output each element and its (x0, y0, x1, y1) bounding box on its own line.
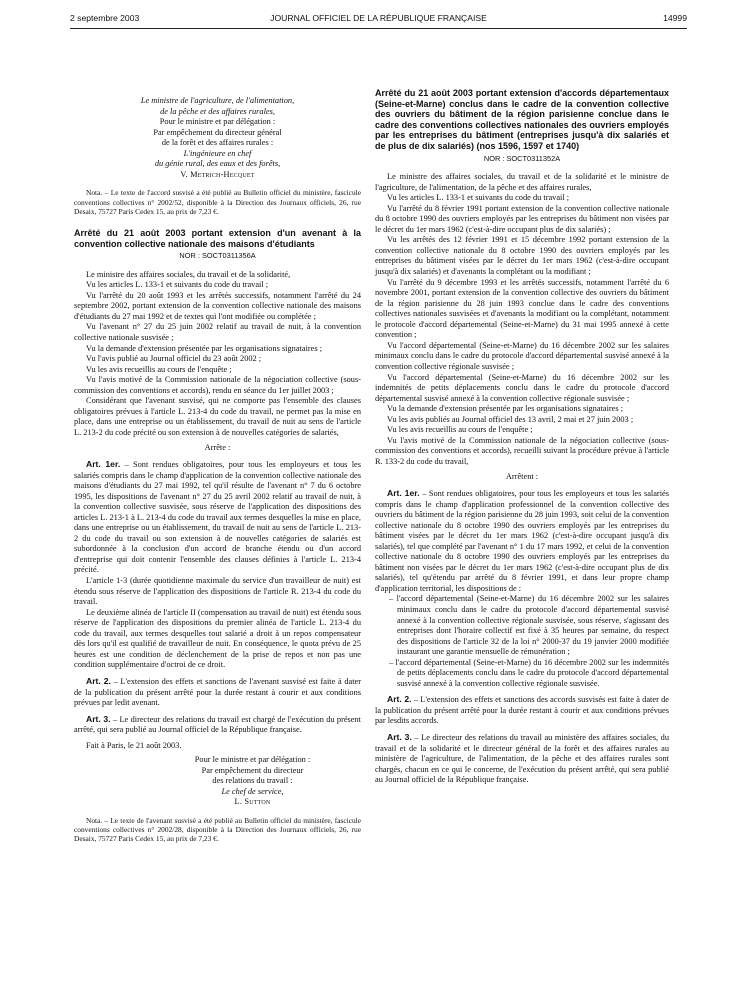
nor-reference: NOR : SOCT0311352A (483, 153, 561, 163)
preamble-paragraph: Vu l'accord départemental (Seine-et-Marne) du 16 décembre 2002 sur les indemnités de petits déplacements conclu dans le cadre du protocole d'accord départemental susvisé annexé à la convention collective régionale susvisée ; (375, 372, 669, 403)
preamble-paragraph: Vu les avis publiés au Journal officiel des 13 avril, 2 mai et 27 juin 2003 ; (387, 414, 634, 424)
preamble-paragraph: Vu les avis recueillis au cours de l'enquête ; (387, 425, 533, 435)
signature-line: des relations du travail : (212, 776, 293, 786)
signature-line: Par empêchement du directeur (201, 765, 304, 775)
header-journal-title: JOURNAL OFFICIEL DE LA RÉPUBLIQUE FRANÇAISE (270, 13, 487, 23)
preamble-paragraph: Le ministre des affaires sociales, du travail et de la solidarité, (86, 269, 291, 279)
article-2: Art. 2. – L'extension des effets et sanctions de l'avenant susvisé est faite à dater de la publication du présent arrêté pour la durée restant à courir et aux conditions prévues par ledit avenant. (74, 675, 361, 708)
publication-note: Nota. – Le texte de l'accord susvisé a été publié au Bulletin officiel du ministère, fascicule conventions collectives n° 2002/52, disponible à la Direction des Journaux officiels, 26, rue Desaix, 75727 Paris Cedex 15, au prix de 7,23 €. (74, 188, 361, 216)
article-paragraph: L'article 1-3 (durée quotidienne maximale du service d'un travailleur de nuit) est étendu sous réserve de l'application des dispositions de l'article R. 213-4 du code du travail. (74, 576, 361, 607)
arretent-heading: Arrêtent : (505, 472, 539, 482)
article-label: Art. 2. (387, 694, 412, 705)
header-date: 2 septembre 2003 (70, 13, 140, 23)
article-1: Art. 1er. – Sont rendues obligatoires, pour tous les employeurs et tous les salariés compris dans le champ d'application professionnel de la convention collective des ouvriers du bâtiment de la région parisienne du 28 juin 1993, soit celui de la convention collective nationale du 8 octobre 1990 des ouvriers employés par les entreprises du bâtiment visées par le décret du 1er mars 1962 (c'est-à-dire occupant jusqu'à dix salariés), tel que complété par l'avenant n° 1 du 17 mars 1992, et celui de la convention collective nationale du 8 octobre 1990 des ouvriers employés par les entreprises du bâtiment non visées par le décret du 1er mars 1962 (c'est-à-dire occupant plus de dix salariés), tel qu'étendu par arrêté du 8 février 1991, et dans leur propre champ d'application territorial, les dispositions de : (375, 487, 669, 593)
article-3: Art. 3. – Le directeur des relations du travail au ministère des affaires sociales, du travail et de la solidarité et le directeur général de la forêt et des affaires rurales au ministère de l'agriculture, de l'alimentation, de la pêche et des affaires rurales sont chargés, chacun en ce qui le concerne, de l'exécution du présent arrêté, qui sera publié au Journal officiel de la République française. (375, 732, 670, 785)
article-label: Art. 1er. (387, 487, 420, 498)
signature-block-1 (74, 96, 361, 180)
preamble-paragraph: Vu l'arrêté du 9 décembre 1993 et les arrêtés successifs, notamment l'arrêté du 6 novembre 2001, portant extension de la convention collective des ouvriers du bâtiment de la région parisienne du 28 juin 1993 conclue dans le cadre des conventions collectives nationales susvisées et d'avenants la modifiant ou la complétant, notamment le protocole d'accord départemental (Seine-et-Marne) du 31 mai 1995 annexé à cette convention ; (375, 277, 669, 340)
signature-line: de la forêt et des affaires rurales : (161, 138, 274, 148)
right-column (375, 88, 669, 786)
preamble-paragraph: Vu l'avenant n° 27 du 25 juin 2002 relatif au travail de nuit, à la convention collective nationale susvisée ; (74, 322, 361, 342)
article-2: Art. 2. – L'extension des effets et sanctions des accords susvisés est faite à dater de la publication du présent arrêté pour la durée restant à courir et aux conditions prévues par lesdits accords. (375, 694, 669, 726)
preamble-paragraph: Vu l'avis motivé de la Commission nationale de la négociation collective (sous-commission des conventions et accords), recueilli suivant la procédure prévue à l'article R. 133-2 du code du travail, (375, 435, 669, 466)
page-header (70, 13, 687, 27)
article-3: Art. 3. – Le directeur des relations du travail est chargé de l'exécution du présent arrêté, qui sera publié au Journal officiel de la République française. (74, 713, 361, 735)
signature-line: Le ministre de l'agriculture, de l'alimentation, (140, 96, 295, 105)
decree-title: Arrêté du 21 août 2003 portant extension d'un avenant à la convention collective nationale des maisons d'étudiants (74, 227, 361, 249)
preamble-paragraph: Vu l'avis motivé de la Commission nationale de la négociation collective (sous-commission des conventions et accords), rendu en séance du 1er juillet 2003 ; (74, 375, 361, 395)
preamble-paragraph: Vu la demande d'extension présentée par les organisations signataires ; (86, 343, 323, 353)
signature-line: Pour le ministre et par délégation : (159, 117, 276, 127)
preamble-paragraph: Vu l'avis publié au Journal officiel du 23 août 2002 ; (86, 354, 262, 364)
signature-block-2 (74, 755, 361, 808)
signature-line: L'ingénieure en chef (183, 148, 252, 158)
arrete-heading: Arrête : (204, 443, 231, 453)
signatory-name: V. Metrich-Hecquet (180, 169, 255, 179)
header-page-number: 14999 (663, 13, 687, 23)
decree-title: Arrêté du 21 août 2003 portant extension d'accords départementaux (Seine-et-Marne) conclus dans le cadre de la convention collective des ouvriers du bâtiment de la région parisienne conclue dans le cadre des conventions collectives nationales des ouvriers employés par les entreprises du bâtiment (entreprises jusqu'à dix salariés et de plus de dix salariés) (nos 1596, 1597 et 1740) (375, 88, 669, 151)
article-1: Art. 1er. – Sont rendues obligatoires, pour tous les employeurs et tous les salariés compris dans le champ d'application de la convention collective nationale des maisons d'étudiants du 27 mai 1992, tel qu'il résulte de l'avenant n° 7 du 6 octobre 1995, les dispositions de l'avenant n° 27 du 25 avril 2002 relatif au travail de nuit, à la convention collective susvisée, sous réserve de l'application des dispositions des articles L. 213-1 à L. 213-4 du code du travail aux termes desquelles la mise en place, dans une entreprise ou un établissement, du travail de nuit au sens de l'article L. 213-2 du code du travail ou son extension à de nouvelles catégories de salariés est subordonnée à la conclusion d'un accord de branche étendu ou d'un accord d'entreprise qui doit contenir l'ensemble des clauses définies à l'article L. 213-4 précité. (74, 459, 361, 575)
preamble-paragraph: Vu l'arrêté du 8 février 1991 portant extension de la convention collective nationale du 8 octobre 1990 des ouvriers employés par les entreprises du bâtiment non visées par le décret du 1er mars 1962 (c'est-à-dire occupant plus de dix salariés) ; (375, 203, 669, 234)
article-label: Art. 1er. (86, 459, 121, 470)
publication-note: Nota. – Le texte de l'avenant susvisé a été publié au Bulletin officiel du ministère, fascicule conventions collectives n° 2002/28, disponible à la Direction des Journaux officiels, 26, rue Desaix, 75727 Paris Cedex 15, au prix de 7,23 €. (74, 815, 361, 844)
date-place: Fait à Paris, le 21 août 2003. (86, 740, 182, 750)
article-label: Art. 3. (387, 732, 412, 742)
preamble-paragraph: Considérant que l'avenant susvisé, qui ne comporte pas l'ensemble des clauses obligatoires prévues à l'article L. 213-4 du code du travail, ne permet pas la mise en place, dans une entreprise ou un établissement, du travail de nuit au sens de l'article L. 213-2 du code précité ou son extension à de nouvelles catégories de salariés, (74, 396, 361, 437)
nor-reference: NOR : SOCT0311356A (179, 251, 256, 261)
article-label: Art. 2. (86, 675, 111, 686)
header-rule (70, 28, 687, 29)
article-paragraph: Le deuxième alinéa de l'article II (compensation au travail de nuit) est étendu sous réserve de l'application des dispositions du premier alinéa de l'article L. 213-4 du code du travail, aux termes desquelles tout salarié a droit à un repos compensateur dès lors qu'il est qualifié de travailleur de nuit. En conséquence, le quota prévu de 25 heures est une condition de déclenchement de la prise de repos et non pas une condition supplémentaire d'octroi de ce droit. (74, 607, 361, 670)
preamble-paragraph: Vu les articles L. 133-1 et suivants du code du travail ; (387, 193, 570, 203)
preamble-paragraph: Vu l'accord départemental (Seine-et-Marne) du 16 décembre 2002 sur les salaires minimaux conclu dans le cadre du protocole d'accord départemental susvisé annexé à la convention collective régionale susvisée ; (375, 340, 669, 371)
preamble-paragraph: Vu les arrêtés des 12 février 1991 et 15 décembre 1992 portant extension de la convention collective nationale du 8 octobre 1990 des ouvriers employés par les entreprises du bâtiment visées par le décret du 1er mars 1962 (c'est-à-dire occupant jusqu'à dix salariés) et d'avenants la complétant ou la modifiant ; (375, 235, 669, 277)
list-item: – l'accord départemental (Seine-et-Marne) du 16 décembre 2002 sur les indemnités de petits déplacements conclu dans le cadre du protocole d'accord départemental susvisé annexé à la convention collective régionale susvisée. (389, 657, 669, 688)
preamble-paragraph: Vu la demande d'extension présentée par les organisations signataires ; (387, 404, 624, 414)
preamble-paragraph: Vu l'arrêté du 20 août 1993 et les arrêtés successifs, notamment l'arrêté du 24 septembre 2002, portant extension de la convention collective nationale des maisons d'étudiants du 27 mai 1992 et de textes qui l'ont modifiée ou complétée ; (74, 290, 361, 321)
signature-line: du génie rural, des eaux et des forêts, (154, 159, 281, 169)
article-label: Art. 3. (86, 713, 111, 724)
list-item: – l'accord départemental (Seine-et-Marne) du 16 décembre 2002 sur les salaires minimaux conclu dans le cadre du protocole d'accord départemental susvisé annexé à la convention collective régionale susvisée, sous réserve, s'agissant des entreprises dont l'horaire collectif est fixé à 35 heures par semaine, du respect des dispositions de l'article 32 de la loi n° 2000-37 du 19 janvier 2000 modifiée instaurant une garantie mensuelle de rémunération ; (389, 594, 669, 657)
preamble-paragraph: Vu les articles L. 133-1 et suivants du code du travail ; (86, 280, 269, 290)
left-column (74, 96, 361, 844)
signature-line: de la pêche et des affaires rurales, (160, 106, 275, 116)
signature-line: Le chef de service, (221, 786, 284, 796)
signatory-name: L. Sutton (234, 797, 271, 807)
preamble-paragraph: Vu les avis recueillis au cours de l'enquête ; (86, 364, 232, 374)
preamble-paragraph: Le ministre des affaires sociales, du travail et de la solidarité et le ministre de l'agriculture, de l'alimentation, de la pêche et des affaires rurales, (375, 172, 669, 192)
signature-line: Pour le ministre et par délégation : (194, 755, 311, 765)
signature-line: Par empêchement du directeur général (153, 127, 282, 137)
